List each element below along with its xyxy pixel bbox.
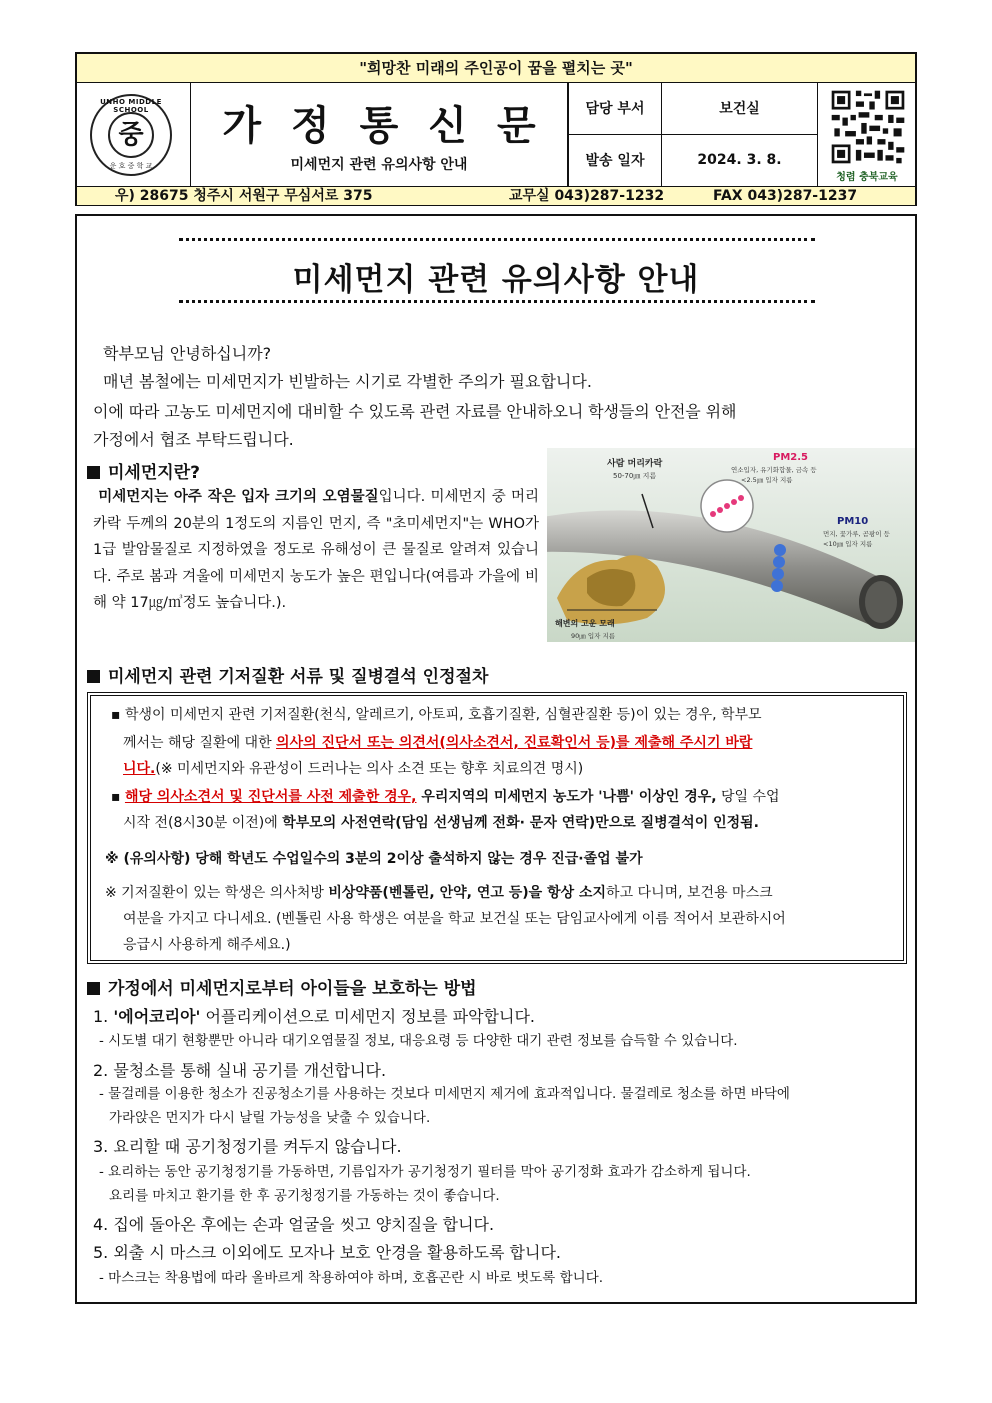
fine-dust-definition <box>93 484 539 617</box>
medication-note-line-3: 응급시 사용하게 해주세요.) <box>123 937 291 953</box>
fax-number: FAX 043)287-1237 <box>713 188 858 204</box>
logo-char: 중 <box>108 112 154 158</box>
newsletter-title: 가정통신문 <box>222 102 566 149</box>
section-absence-procedure <box>87 662 488 687</box>
procedure-item-2-line-2 <box>123 810 903 836</box>
tip-1-detail: - 시도별 대기 현황뿐만 아니라 대기오염물질 정보, 대응요령 등 다양한 대기 관련 정보를 습득할 수 있습니다. <box>99 1033 738 1049</box>
title-divider-top <box>179 238 815 241</box>
logo-bottom-text: 운 호 중 학 교 <box>109 162 153 170</box>
info-table <box>568 82 818 186</box>
procedure-item-1-line-2 <box>123 730 903 756</box>
square-bullet-icon <box>87 982 100 995</box>
medication-note-lead: ※ 기저질환이 있는 학생은 의사처방 <box>105 885 329 901</box>
tip-2-detail-2: 가라앉은 먼지가 다시 날릴 가능성을 낮출 수 있습니다. <box>109 1110 431 1126</box>
sand-label: 해변의 고운 모래 <box>555 619 615 628</box>
address: 우) 28675 청주시 서원구 무심서로 375 <box>115 188 373 204</box>
tip-3-detail-2: 요리를 마치고 환기를 한 후 공기청정기를 가동하는 것이 좋습니다. <box>109 1188 500 1204</box>
section-heading: 가정에서 미세먼지로부터 아이들을 보호하는 방법 <box>108 979 477 999</box>
particle-size-illustration <box>547 448 915 642</box>
tip-1 <box>93 1004 535 1027</box>
hair-label: 사람 머리카락 <box>607 459 663 469</box>
procedure-item-1-text-2: 께서는 해당 질환에 대한 <box>123 735 277 751</box>
square-bullet-icon <box>87 670 100 683</box>
medication-note <box>105 880 895 906</box>
section-heading: 미세먼지 관련 기저질환 서류 및 질병결석 인정절차 <box>108 667 489 687</box>
newsletter-header <box>75 52 917 206</box>
tip-5-detail: - 마스크는 착용법에 따라 올바르게 착용하여야 하며, 호흡곤란 시 바로 벗도록 합니다. <box>99 1270 604 1286</box>
procedure-item-2: ▪ 해당 의사소견서 및 진단서를 사전 제출한 경우, 우리지역의 미세먼지 농도가 '나쁨' 이상인 경우, 당일 수업 <box>111 789 780 805</box>
tip-5: 5. 외출 시 마스크 이외에도 모자나 보호 안경을 활용하도록 합니다. <box>93 1243 561 1262</box>
tip-3: 3. 요리할 때 공기청정기를 켜두지 않습니다. <box>93 1137 402 1156</box>
absence-recognition: 학부모의 사전연락(담임 선생님께 전화· 문자 연락)만으로 질병결석이 인정됨. <box>282 815 759 831</box>
attendance-warning: ※ (유의사항) 당해 학년도 수업일수의 3분의 2이상 출석하지 않는 경우 진급·졸업 불가 <box>105 851 643 867</box>
newsletter-body <box>75 214 917 1304</box>
tip-1-text: 어플리케이션으로 미세먼지 정보를 파악합니다. <box>200 1007 535 1026</box>
school-emblem-icon <box>90 94 172 176</box>
procedure-item-2-time: 시작 전(8시30분 이전)에 <box>123 815 283 831</box>
office-phone: 교무실 043)287-1232 <box>509 188 665 204</box>
definition-lead: 미세먼지는 아주 작은 입자 크기의 오염물질 <box>98 489 379 505</box>
procedure-box <box>87 692 907 964</box>
tip-2-detail: - 물걸레를 이용한 청소가 진공청소기를 사용하는 것보다 미세먼지 제거에 효과적입니다. 물걸레로 청소를 하면 바닥에 <box>99 1086 790 1102</box>
tip-1-number: 1. <box>93 1007 109 1026</box>
tip-3-detail: - 요리하는 동안 공기청정기를 가동하면, 기름입자가 공기청정기 필터를 막아 공기정화 효과가 감소하게 됩니다. <box>99 1164 751 1180</box>
pm25-label: PM2.5 <box>773 452 808 463</box>
intro-line-4: 가정에서 협조 부탁드립니다. <box>93 430 294 449</box>
title-cell <box>191 82 568 186</box>
procedure-item-1-line-3 <box>123 756 903 782</box>
intro-line-3: 이에 따라 고농도 미세먼지에 대비할 수 있도록 관련 자료를 안내하오니 학생들의 안전을 위해 <box>93 402 737 421</box>
date-value: 2024. 3. 8. <box>662 134 818 186</box>
prior-submission-notice: 해당 의사소견서 및 진단서를 사전 제출한 경우, <box>124 789 417 805</box>
bad-air-condition: 우리지역의 미세먼지 농도가 '나쁨' 이상인 경우, <box>416 789 717 805</box>
procedure-item-1: ▪ 학생이 미세먼지 관련 기저질환(천식, 알레르기, 아토피, 호흡기질환, 심혈관질환 등)이 있는 경우, 학부모 <box>111 707 762 723</box>
submit-document-notice: 의사의 진단서 또는 의견서(의사소견서, 진료확인서 등)를 제출해 주시기 바랍 <box>276 735 753 751</box>
app-name: '에어코리아' <box>113 1007 201 1026</box>
medication-note-line-2: 여분을 가지고 다니세요. (벤톨린 사용 학생은 여분을 학교 보건실 또는 담임교사에게 이름 적어서 보관하시어 <box>123 911 786 927</box>
section-heading: 미세먼지란? <box>108 463 200 483</box>
school-logo-cell <box>77 82 191 186</box>
submit-document-notice-end: 니다. <box>123 761 156 777</box>
medication-note-bold: 비상약품(벤톨린, 안약, 연고 등)을 항상 소지 <box>328 885 607 901</box>
pm25-desc-2: <2.5㎛ 입자 지름 <box>741 476 793 484</box>
qr-cell <box>819 82 915 186</box>
qr-caption: 청렴 충북교육 <box>836 172 898 183</box>
tip-2: 2. 물청소를 통해 실내 공기를 개선합니다. <box>93 1061 387 1080</box>
address-bar <box>77 186 915 205</box>
hair-size-label: 50-70㎛ 지름 <box>613 472 657 480</box>
main-title: 미세먼지 관련 유의사항 안내 <box>292 262 700 298</box>
qr-code-icon[interactable] <box>829 88 907 166</box>
pm10-desc-2: <10㎛ 입자 지름 <box>823 540 873 548</box>
logo-top-text: UNHO MIDDLE SCHOOL <box>100 98 162 114</box>
newsletter-subtitle: 미세먼지 관련 유의사항 안내 <box>290 157 468 173</box>
sand-size-label: 90㎛ 입자 지름 <box>571 632 616 640</box>
school-slogan: "희망찬 미래의 주인공이 꿈을 펼치는 곳" <box>77 54 915 83</box>
square-bullet-icon <box>87 466 100 479</box>
section-what-is-fine-dust <box>87 458 200 483</box>
procedure-item-1-text: 학생이 미세먼지 관련 기저질환(천식, 알레르기, 아토피, 호흡기질환, 심혈관질환 등)이 있는 경우, 학부모 <box>124 707 762 723</box>
definition-text: 입니다. 미세먼지 중 머리카락 두께의 20분의 1정도의 지름인 먼지, 즉 "초미세먼지"는 WHO가 1급 발암물질로 지정하였을 정도로 유해성이 큰 물질로 알려져 있습니다. 주로 봄과 겨울에 미세먼지 농도가 높은 편입니다(여름과 가을에 비해 약 17㎍/㎥정도 높습니다.). <box>93 489 539 611</box>
dept-value: 보건실 <box>662 82 818 134</box>
pm10-desc-1: 먼지, 꽃가루, 곰팡이 등 <box>823 530 890 538</box>
pm25-desc-1: 연소입자, 유기화합물, 금속 등 <box>731 466 817 474</box>
intro-greeting: 학부모님 안녕하십니까? <box>103 344 272 363</box>
tip-4: 4. 집에 돌아온 후에는 손과 얼굴을 씻고 양치질을 합니다. <box>93 1215 495 1234</box>
date-label: 발송 일자 <box>569 134 662 186</box>
medication-note-tail: 하고 다니며, 보건용 마스크 <box>606 885 773 901</box>
title-divider-bottom <box>179 300 815 303</box>
dept-label: 담당 부서 <box>569 82 662 134</box>
intro-line-2: 매년 봄철에는 미세먼지가 빈발하는 시기로 각별한 주의가 필요합니다. <box>103 372 592 391</box>
doctor-note-hint: (※ 미세먼지와 유관성이 드러나는 의사 소견 또는 향후 치료의견 명시) <box>155 761 584 777</box>
procedure-item-2-text: 당일 수업 <box>716 789 780 805</box>
pm10-label: PM10 <box>837 516 869 527</box>
section-protection-tips <box>87 974 477 999</box>
